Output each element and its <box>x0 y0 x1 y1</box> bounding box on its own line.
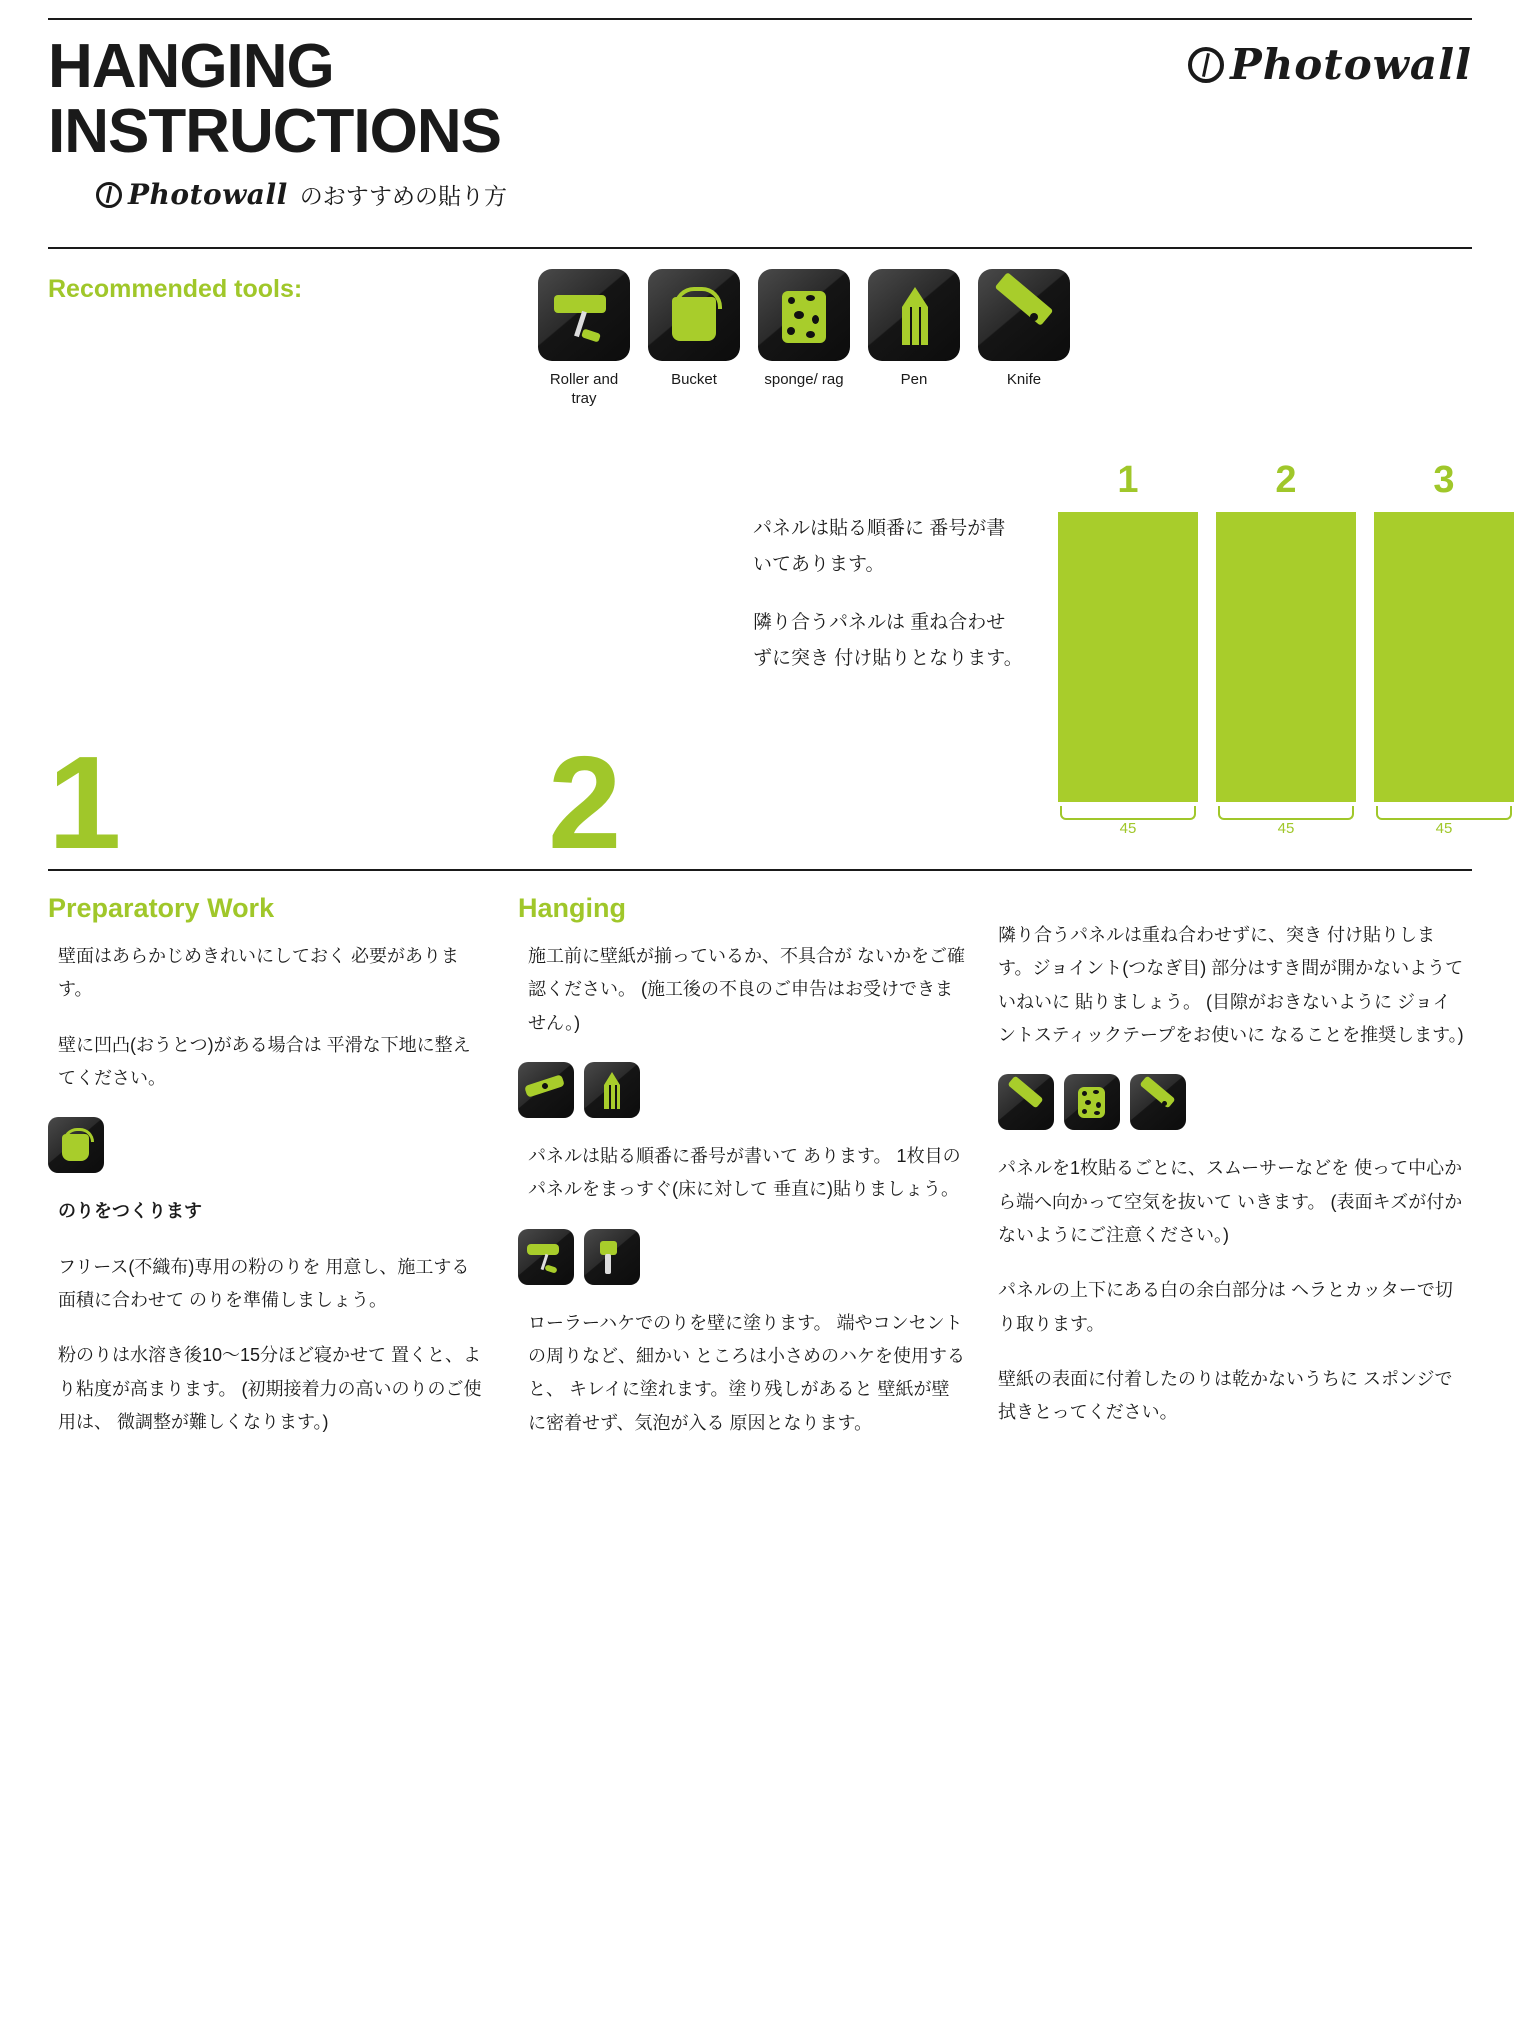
panel-illustration <box>1058 459 1514 840</box>
panel-number: 3 <box>1433 459 1455 502</box>
joints-icon-row <box>998 1074 1468 1130</box>
roller-and-tray-icon <box>518 1229 574 1285</box>
column-body <box>998 919 1468 1429</box>
hanging-icon-row-2 <box>518 1229 966 1285</box>
tool-pen <box>868 269 960 409</box>
tool-caption: sponge/ rag <box>764 371 844 389</box>
hanging-paragraph-1: 施工前に壁紙が揃っているか、不具合が ないかをご確認ください。 (施工後の不良のご申告はお受けできません。) <box>528 946 965 1033</box>
panel-dimension <box>1374 806 1514 840</box>
photowall-logo-text: Photowall <box>1230 40 1472 89</box>
subtitle-text: のおすすめの貼り方 <box>299 183 507 210</box>
hanging-paragraph-2: パネルは貼る順番に番号が書いて あります。 1枚目のパネルをまっすぐ(床に対して 垂直に)貼りましょう。 <box>528 1146 961 1200</box>
tool-sponge-rag <box>758 269 850 409</box>
panel-box <box>1374 512 1514 802</box>
prep-paragraph-3: フリース(不織布)専用の粉のりを 用意し、施工する面積に合わせて のりを準備しましょう。 <box>58 1256 470 1310</box>
photowall-logo-mark <box>1188 47 1224 83</box>
panel-box <box>1216 512 1356 802</box>
smoother-icon <box>998 1074 1054 1130</box>
panel-dimension <box>1216 806 1356 840</box>
page-title-line2: INSTRUCTIONS <box>48 97 501 167</box>
sponge-rag-icon <box>1064 1074 1120 1130</box>
instruction-columns <box>48 871 1472 1462</box>
column-hanging <box>518 893 998 1462</box>
column-heading: Hanging <box>518 893 626 924</box>
hanging-icon-row-1 <box>518 1062 966 1118</box>
recommended-tools-label: Recommended tools: <box>48 275 303 304</box>
tool-roller-and-tray <box>538 269 630 409</box>
photowall-logo-mark-small <box>96 182 122 208</box>
tool-caption: Pen <box>900 371 928 389</box>
prep-icon-row <box>48 1117 486 1173</box>
joints-paragraph-2: パネルを1枚貼るごとに、スムーサーなどを 使って中心から端へ向かって空気を抜いて いきます。 (表面キズが付かないようにご注意ください。) <box>998 1158 1463 1245</box>
dimension-brace <box>1060 806 1196 820</box>
column-heading: Preparatory Work <box>48 893 275 924</box>
panel-boxes <box>1058 512 1514 802</box>
photowall-logo-text-small: Photowall <box>128 178 288 212</box>
step-1-number: 1 <box>48 729 122 877</box>
dimension-brace <box>1376 806 1512 820</box>
knife-icon <box>1130 1074 1186 1130</box>
prep-paragraph-4: 粉のりは水溶き後10～15分ほど寝かせて 置くと、より粘度が高まります。 (初期接着力の高いのりのご使用は、 微調整が難しくなります。) <box>58 1345 482 1432</box>
joints-paragraph-1: 隣り合うパネルは重ね合わせずに、突き 付け貼りします。ジョイント(つなぎ目) 部分はすき間が開かないようていねいに 貼りましょう。 (目隙がおきないように ジョイントスティックテープをお使いに なることを推奨します。) <box>998 925 1464 1046</box>
panel-numbers <box>1058 459 1514 502</box>
prep-paragraph-1: 壁面はあらかじめきれいにしておく 必要があります。 <box>58 946 459 1000</box>
dimension-brace <box>1218 806 1354 820</box>
tools-list <box>538 269 1070 409</box>
photowall-logo <box>1188 40 1472 89</box>
tool-knife <box>978 269 1070 409</box>
brush-icon <box>584 1229 640 1285</box>
page-title-line1: HANGING <box>48 32 334 101</box>
prep-paragraph-2: 壁に凹凸(おうとつ)がある場合は 平滑な下地に整えてください。 <box>58 1034 471 1089</box>
dimension-value: 45 <box>1119 820 1137 838</box>
pen-icon <box>584 1062 640 1118</box>
bucket-icon <box>648 269 740 361</box>
hanging-paragraph-3: ローラーハケでのりを壁に塗ります。 端やコンセントの周りなど、細かい ところは小さめのハケを使用すると、 キレイに塗れます。塗り残しがあると 壁紙が壁に密着せず、気泡が入る 原因となります。 <box>528 1312 965 1433</box>
tool-caption: Bucket <box>671 371 717 389</box>
panel-dimensions <box>1058 806 1514 840</box>
panel-number: 2 <box>1275 459 1297 502</box>
dimension-value: 45 <box>1277 820 1295 838</box>
panel-note-line2: 隣り合うパネルは 重ね合わせずに突き 付け貼りとなります。 <box>753 612 1023 670</box>
panel-box <box>1058 512 1198 802</box>
recommended-tools-section <box>48 249 1472 439</box>
joints-paragraph-4: 壁紙の表面に付着したのりは乾かないうちに スポンジで拭きとってください。 <box>998 1368 1453 1423</box>
panel-note <box>753 511 1023 699</box>
level-icon <box>518 1062 574 1118</box>
subtitle <box>96 178 1472 211</box>
tool-caption: Roller and tray <box>549 371 619 407</box>
column-preparatory-work <box>48 893 518 1462</box>
header <box>48 20 1472 211</box>
bucket-icon <box>48 1117 104 1173</box>
sponge-rag-icon <box>758 269 850 361</box>
roller-and-tray-icon <box>538 269 630 361</box>
pen-icon <box>868 269 960 361</box>
joints-paragraph-3: パネルの上下にある白の余白部分は ヘラとカッターで切り取ります。 <box>998 1280 1453 1334</box>
step-2-number: 2 <box>548 729 622 877</box>
knife-icon <box>978 269 1070 361</box>
panel-number: 1 <box>1117 459 1139 502</box>
panel-note-line1: パネルは貼る順番に 番号が書いてあります。 <box>753 518 1006 576</box>
instruction-sheet <box>0 18 1520 2018</box>
prep-bold-line: のりをつくります <box>58 1201 202 1222</box>
tool-bucket <box>648 269 740 409</box>
column-joints-and-finishing <box>998 893 1468 1462</box>
panel-diagram-section <box>48 439 1472 877</box>
dimension-value: 45 <box>1435 820 1453 838</box>
photowall-logo-small <box>96 178 288 211</box>
panel-dimension <box>1058 806 1198 840</box>
tool-caption: Knife <box>1006 371 1042 389</box>
